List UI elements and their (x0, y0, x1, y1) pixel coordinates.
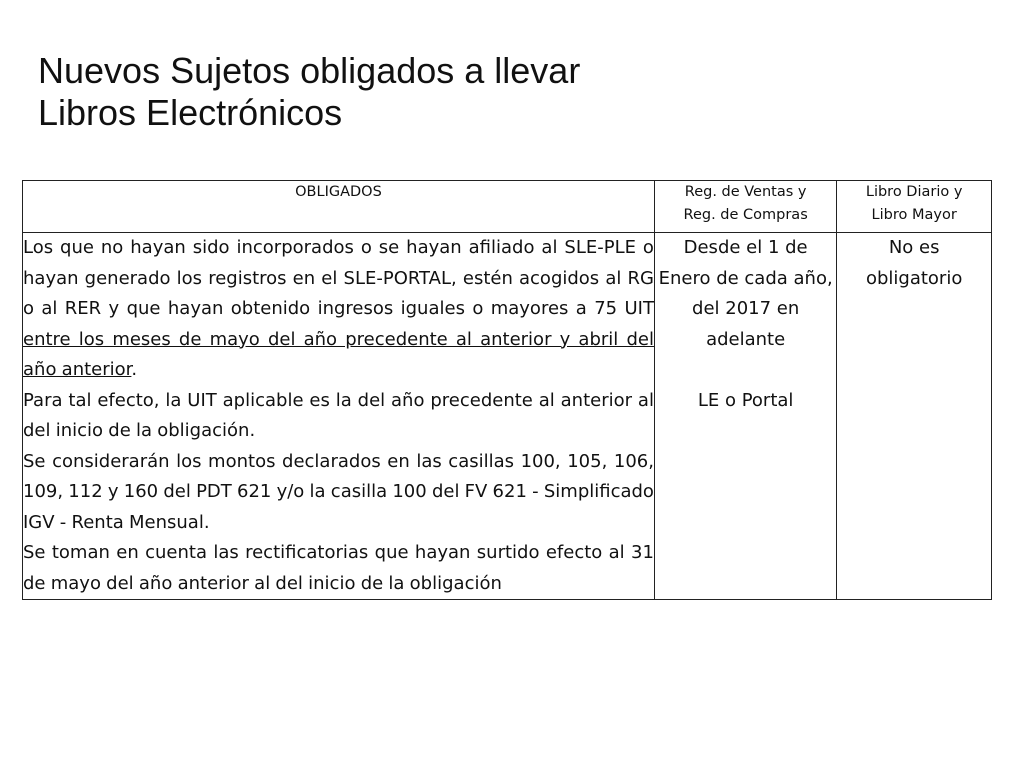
underlined-period-text: entre los meses de mayo del año precedente al anterior y abril del año anterior (23, 328, 654, 380)
obligados-paragraph-4: Se toman en cuenta las rectificatorias que hayan surtido efecto al 31 de mayo del año anterior al del inicio de la obligación (23, 542, 654, 594)
reg-ventas-value: Desde el 1 de Enero de cada año, del 2017 en adelante (658, 237, 833, 350)
obligations-table (22, 180, 992, 600)
header-reg-ventas-line1: Reg. de Ventas y (684, 184, 807, 200)
obligados-paragraph-2: Para tal efecto, la UIT aplicable es la del año precedente al anterior al del inicio de la obligación. (23, 389, 654, 441)
header-reg-ventas-line2: Reg. de Compras (683, 207, 808, 223)
reg-ventas-mode: LE o Portal (697, 390, 794, 411)
header-obligados: OBLIGADOS (23, 181, 655, 233)
libro-diario-value-line1: No es (888, 237, 940, 258)
slide-title-line-1: Nuevos Sujetos obligados a llevar (38, 50, 581, 91)
obligados-description-cell (23, 233, 655, 600)
header-reg-ventas-compras (654, 181, 836, 233)
obligados-paragraph-1: Los que no hayan sido incorporados o se hayan afiliado al SLE-PLE o hayan generado los registros en el SLE-PORTAL, estén acogidos al RG o al RER y que hayan obtenido ingresos iguales o mayores a 75 UIT entre los meses de mayo del año precedente al anterior y abril del año anterior. (23, 237, 654, 380)
header-libro-diario-line2: Libro Mayor (871, 207, 957, 223)
libro-diario-cell (837, 233, 992, 600)
reg-ventas-cell (654, 233, 836, 600)
table-header-row (23, 181, 992, 233)
slide-title (38, 50, 580, 134)
table-row (23, 233, 992, 600)
header-libro-diario-mayor (837, 181, 992, 233)
header-libro-diario-line1: Libro Diario y (865, 184, 963, 200)
obligados-paragraph-3: Se considerarán los montos declarados en las casillas 100, 105, 106, 109, 112 y 160 del PDT 621 y/o la casilla 100 del FV 621 - Simplificado IGV - Renta Mensual. (23, 450, 654, 533)
libro-diario-value-line2: obligatorio (865, 267, 963, 289)
slide-title-line-2: Libros Electrónicos (38, 92, 343, 133)
spacer (655, 355, 836, 386)
